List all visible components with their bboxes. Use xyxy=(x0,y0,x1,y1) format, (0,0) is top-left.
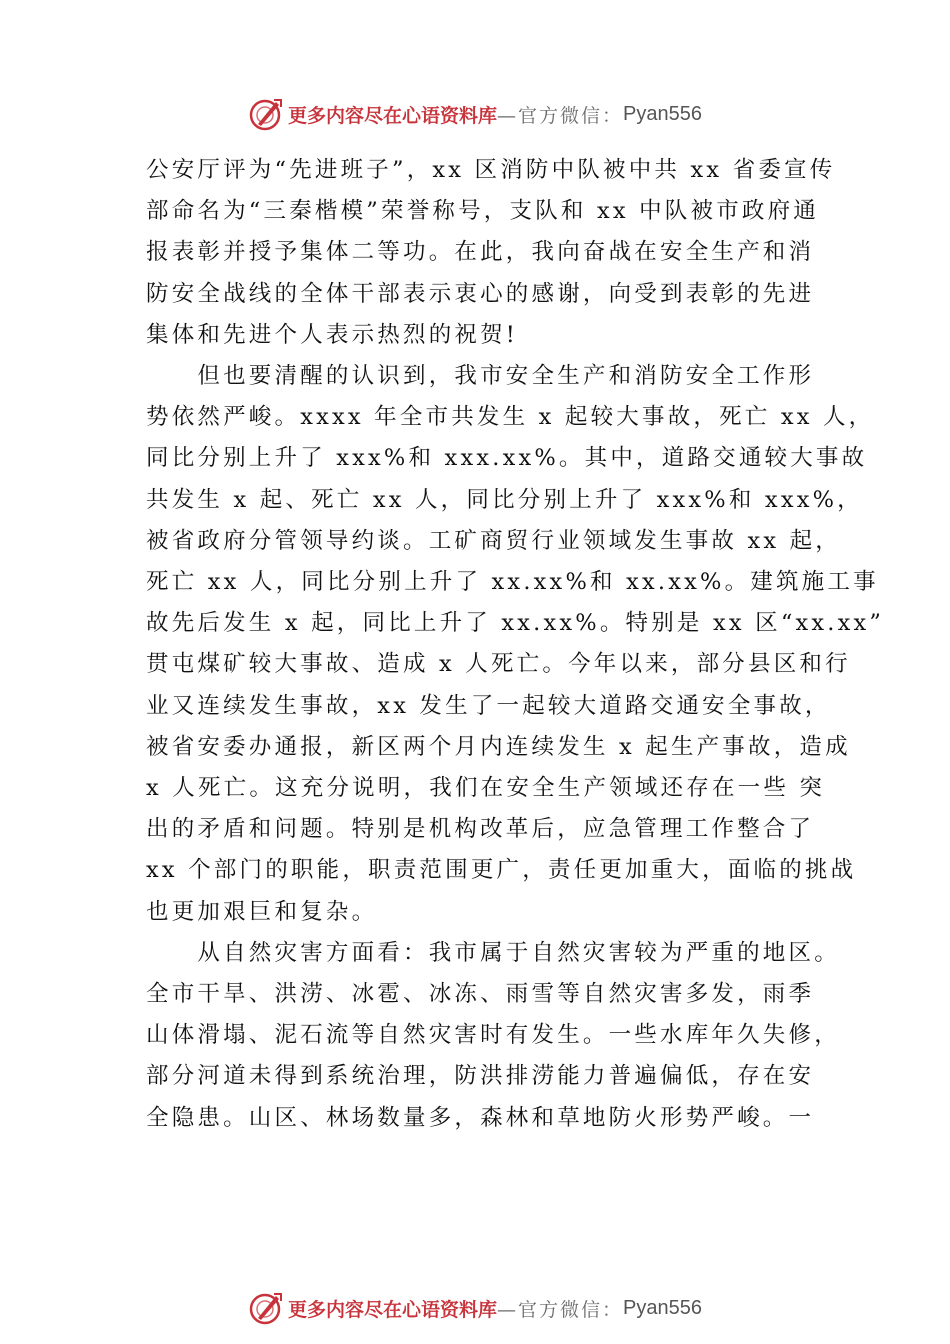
text-line: 防安全战线的全体干部表示衷心的感谢，向受到表彰的先进 xyxy=(146,280,815,307)
text-line: 共发生 x 起、死亡 xx 人，同比分别上升了 xxx%和 xxx%， xyxy=(146,486,863,513)
text-line: 死亡 xx 人，同比分别上升了 xx.xx%和 xx.xx%。建筑施工事 xyxy=(146,569,879,596)
banner-wechat-id: Pyan556 xyxy=(623,1296,702,1319)
brand-logo-icon xyxy=(248,96,284,132)
banner-mid-text: —官方微信： xyxy=(497,1298,624,1321)
text-line: 全隐患。山区、林场数量多，森林和草地防火形势严峻。一 xyxy=(146,1104,815,1131)
text-line: 部分河道未得到系统治理，防洪排涝能力普遍偏低，存在安 xyxy=(146,1063,815,1090)
banner-wechat-id: Pyan556 xyxy=(623,102,702,125)
text-line: xx 个部门的职能，职责范围更广，责任更加重大，面临的挑战 xyxy=(146,857,857,884)
text-line: 报表彰并授予集体二等功。在此，我向奋战在安全生产和消 xyxy=(146,239,815,266)
text-line: 出的矛盾和问题。特别是机构改革后，应急管理工作整合了 xyxy=(146,816,815,843)
text-line: 山体滑塌、泥石流等自然灾害时有发生。一些水库年久失修， xyxy=(146,1022,840,1049)
text-line: 公安厅评为“先进班子”，xx 区消防中队被中共 xx 省委宣传 xyxy=(146,157,836,183)
text-line: 部命名为“三秦楷模”荣誉称号，支队和 xx 中队被市政府通 xyxy=(146,198,819,225)
banner-left-text: 更多内容尽在心语资料库 xyxy=(288,1298,498,1321)
text-line: 全市干旱、洪涝、冰雹、冰冻、雨雪等自然灾害多发，雨季 xyxy=(146,981,815,1008)
footer-watermark xyxy=(0,1288,950,1328)
text-line: 贯屯煤矿较大事故、造成 x 人死亡。今年以来，部分县区和行 xyxy=(146,651,851,678)
header-watermark xyxy=(0,94,950,134)
text-line: 同比分别上升了 xxx%和 xxx.xx%。其中，道路交通较大事故 xyxy=(146,445,868,472)
text-line: x 人死亡。这充分说明，我们在安全生产领域还存在一些 突 xyxy=(146,775,826,802)
text-line: 也更加艰巨和复杂。 xyxy=(146,898,378,925)
document-body xyxy=(146,150,885,1139)
banner-mid-text: —官方微信： xyxy=(497,104,624,127)
text-line: 从自然灾害方面看：我市属于自然灾害较为严重的地区。 xyxy=(146,939,840,966)
text-line: 故先后发生 x 起，同比上升了 xx.xx%。特别是 xx 区“xx.xx” xyxy=(146,610,885,637)
text-line: 集体和先进个人表示热烈的祝贺! xyxy=(146,321,519,348)
text-line: 业又连续发生事故，xx 发生了一起较大道路交通安全事故， xyxy=(146,692,831,719)
text-line: 势依然严峻。xxxx 年全市共发生 x 起较大事故，死亡 xx 人， xyxy=(146,404,875,431)
brand-logo-icon xyxy=(248,1290,284,1326)
text-line: 被省政府分管领导约谈。工矿商贸行业领域发生事故 xx 起， xyxy=(146,527,841,554)
text-line: 但也要清醒的认识到，我市安全生产和消防安全工作形 xyxy=(146,363,815,390)
text-line: 被省安委办通报，新区两个月内连续发生 x 起生产事故，造成 xyxy=(146,733,851,760)
banner-left-text: 更多内容尽在心语资料库 xyxy=(288,104,498,127)
